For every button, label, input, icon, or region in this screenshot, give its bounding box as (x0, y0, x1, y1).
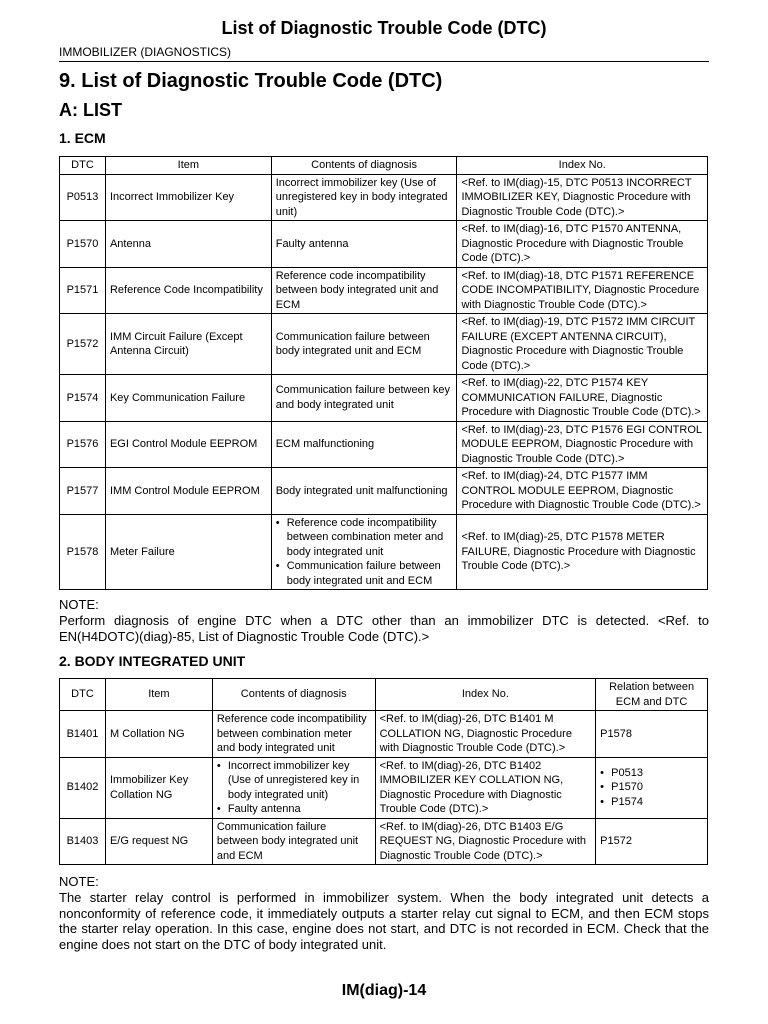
table-row (60, 221, 708, 268)
body-integrated-unit-heading: 2. BODY INTEGRATED UNIT (59, 653, 246, 669)
body-integrated-unit-dtc-table (59, 678, 708, 865)
bullet-item: • P1570 (600, 780, 703, 795)
note-text: Perform diagnosis of engine DTC when a DTC other than an immobilizer DTC is detected. <Ref. to EN(H4DOTC)(diag)-85, List of Diagnostic Trouble Code (DTC).> (59, 613, 709, 644)
dtc-item: EGI Control Module EEPROM (105, 421, 271, 468)
table-row (60, 468, 708, 515)
page-header-title: List of Diagnostic Trouble Code (DTC) (221, 18, 547, 38)
dtc-index: <Ref. to IM(diag)-16, DTC P1570 ANTENNA, Diagnostic Procedure with Diagnostic Trouble Code (DTC).> (457, 221, 708, 268)
dtc-contents: Communication failure between body integrated unit and ECM (212, 818, 375, 865)
dtc-index: <Ref. to IM(diag)-18, DTC P1571 REFERENCE CODE INCOMPATIBILITY, Diagnostic Procedure with Diagnostic Trouble Code (DTC).> (457, 267, 708, 314)
table-row (60, 514, 708, 590)
dtc-code: B1401 (60, 711, 106, 758)
table-row (60, 757, 708, 818)
table-row (60, 421, 708, 468)
note-text: The starter relay control is performed in immobilizer system. When the body integrated unit detects a nonconformity of reference code, it immediately outputs a starter relay cut signal to ECM, and then ECM stops the starter relay operation. In this case, engine does not start, and DTC is not recorded in ECM. Check that the engine does not start on the DTC of body integrated unit. (59, 890, 709, 952)
dtc-code: P1576 (60, 421, 106, 468)
column-header: DTC (60, 679, 106, 711)
dtc-contents: ECM malfunctioning (271, 421, 457, 468)
dtc-item: Meter Failure (105, 514, 271, 590)
dtc-item: Immobilizer Key Collation NG (105, 757, 212, 818)
bullet-item: • P1574 (600, 795, 703, 810)
table-row (60, 174, 708, 221)
section-name: IMMOBILIZER (DIAGNOSTICS) (59, 45, 232, 59)
column-header: Contents of diagnosis (212, 679, 375, 711)
dtc-index: <Ref. to IM(diag)-15, DTC P0513 INCORRECT IMMOBILIZER KEY, Diagnostic Procedure with Diagnostic Trouble Code (DTC).> (457, 174, 708, 221)
dtc-index: <Ref. to IM(diag)-26, DTC B1403 E/G REQUEST NG, Diagnostic Procedure with Diagnostic Trouble Code (DTC).> (375, 818, 596, 865)
dtc-code: P1577 (60, 468, 106, 515)
dtc-contents: Communication failure between body integrated unit and ECM (271, 314, 457, 375)
column-header: Index No. (375, 679, 596, 711)
dtc-code: P1570 (60, 221, 106, 268)
dtc-contents (271, 514, 457, 590)
dtc-relation (596, 757, 708, 818)
relation-bullet-list (600, 766, 703, 810)
dtc-code: P1572 (60, 314, 106, 375)
bullet-item: • Incorrect immobilizer key (Use of unregistered key in body integrated unit) (217, 759, 371, 803)
ecm-dtc-table (59, 156, 708, 590)
table-row (60, 314, 708, 375)
table-header-row (60, 679, 708, 711)
bullet-item: • Faulty antenna (217, 802, 371, 817)
dtc-contents: Body integrated unit malfunctioning (271, 468, 457, 515)
bullet-item: • Communication failure between body integrated unit and ECM (276, 559, 453, 588)
column-header: Contents of diagnosis (271, 157, 457, 175)
dtc-item: Key Communication Failure (105, 375, 271, 422)
column-header: Item (105, 679, 212, 711)
dtc-index: <Ref. to IM(diag)-26, DTC B1401 M COLLATION NG, Diagnostic Procedure with Diagnostic Trouble Code (DTC).> (375, 711, 596, 758)
dtc-item: Antenna (105, 221, 271, 268)
note-label: NOTE: (59, 597, 99, 612)
table-row (60, 818, 708, 865)
dtc-code: P0513 (60, 174, 106, 221)
dtc-code: P1574 (60, 375, 106, 422)
dtc-contents: Reference code incompatibility between combination meter and body integrated unit (212, 711, 375, 758)
note-label: NOTE: (59, 874, 99, 889)
table-row (60, 267, 708, 314)
dtc-index: <Ref. to IM(diag)-24, DTC P1577 IMM CONTROL MODULE EEPROM, Diagnostic Procedure with Diagnostic Trouble Code (DTC).> (457, 468, 708, 515)
dtc-contents: Incorrect immobilizer key (Use of unregistered key in body integrated unit) (271, 174, 457, 221)
page-number: IM(diag)-14 (341, 982, 427, 999)
dtc-item: E/G request NG (105, 818, 212, 865)
dtc-code: P1578 (60, 514, 106, 590)
dtc-index: <Ref. to IM(diag)-25, DTC P1578 METER FAILURE, Diagnostic Procedure with Diagnostic Trouble Code (DTC).> (457, 514, 708, 590)
header-divider (59, 61, 709, 62)
dtc-code: B1402 (60, 757, 106, 818)
dtc-code: B1403 (60, 818, 106, 865)
dtc-contents: Reference code incompatibility between body integrated unit and ECM (271, 267, 457, 314)
column-header: Relation between ECM and DTC (596, 679, 708, 711)
dtc-item: Reference Code Incompatibility (105, 267, 271, 314)
bullet-item: • Reference code incompatibility between combination meter and body integrated unit (276, 516, 453, 560)
subsection-heading: A: LIST (59, 100, 122, 120)
table-header-row (60, 157, 708, 175)
dtc-relation: P1572 (596, 818, 708, 865)
table-row (60, 375, 708, 422)
dtc-item: M Collation NG (105, 711, 212, 758)
section-heading: 9. List of Diagnostic Trouble Code (DTC) (59, 70, 443, 92)
dtc-contents: Faulty antenna (271, 221, 457, 268)
contents-bullet-list (217, 759, 371, 817)
dtc-index: <Ref. to IM(diag)-22, DTC P1574 KEY COMMUNICATION FAILURE, Diagnostic Procedure with Diagnostic Trouble Code (DTC).> (457, 375, 708, 422)
dtc-item: Incorrect Immobilizer Key (105, 174, 271, 221)
table-row (60, 711, 708, 758)
dtc-contents: Communication failure between key and body integrated unit (271, 375, 457, 422)
column-header: Index No. (457, 157, 708, 175)
dtc-index: <Ref. to IM(diag)-26, DTC B1402 IMMOBILIZER KEY COLLATION NG, Diagnostic Procedure with Diagnostic Trouble Code (DTC).> (375, 757, 596, 818)
dtc-index: <Ref. to IM(diag)-23, DTC P1576 EGI CONTROL MODULE EEPROM, Diagnostic Procedure with Diagnostic Trouble Code (DTC).> (457, 421, 708, 468)
dtc-contents (212, 757, 375, 818)
dtc-relation: P1578 (596, 711, 708, 758)
dtc-index: <Ref. to IM(diag)-19, DTC P1572 IMM CIRCUIT FAILURE (EXCEPT ANTENNA CIRCUIT), Diagnostic Procedure with Diagnostic Trouble Code (DTC).> (457, 314, 708, 375)
contents-bullet-list (276, 516, 453, 589)
column-header: Item (105, 157, 271, 175)
bullet-item: • P0513 (600, 766, 703, 781)
dtc-item: IMM Control Module EEPROM (105, 468, 271, 515)
ecm-heading: 1. ECM (59, 130, 106, 146)
dtc-code: P1571 (60, 267, 106, 314)
column-header: DTC (60, 157, 106, 175)
dtc-item: IMM Circuit Failure (Except Antenna Circuit) (105, 314, 271, 375)
